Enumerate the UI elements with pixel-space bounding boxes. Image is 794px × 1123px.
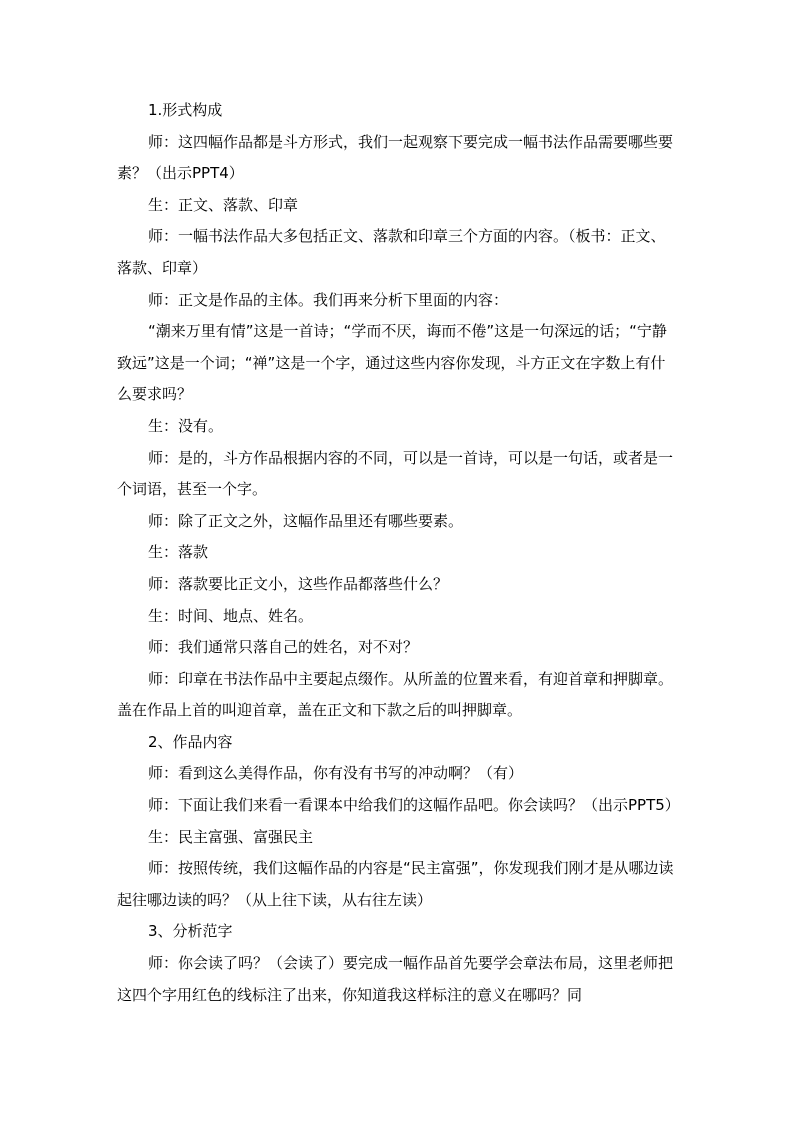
section-heading-analysis: 3、分析范字 [148,922,233,941]
paragraph: 师：你会读了吗？（会读了）要完成一幅作品首先要学会章法布局，这里老师把这四个字用红色的线标注了出来，你知道我这样标注的意义在哪吗？同 [117,954,674,1004]
paragraph: 师：看到这么美得作品，你有没有书写的冲动啊？（有） [148,764,524,783]
paragraph: 师：除了正文之外，这幅作品里还有哪些要素。 [148,511,464,530]
paragraph: “潮来万里有情”这是一首诗；“学而不厌，诲而不倦”这是一句深远的话；“宁静致远”这是一个词；“禅”这是一个字，通过这些内容你发现，斗方正文在字数上有什么要求吗？ [117,322,667,404]
paragraph: 生：落款 [148,543,209,562]
paragraph: 师：落款要比正文小，这些作品都落些什么？ [148,574,449,593]
paragraph: 师：是的，斗方作品根据内容的不同，可以是一首诗，可以是一句话，或者是一个词语，甚至一个字。 [117,448,674,499]
paragraph: 师：这四幅作品都是斗方形式，我们一起观察下要完成一幅书法作品需要哪些要素？（出示PPT4） [117,132,674,183]
section-heading-content: 2、作品内容 [148,732,233,751]
paragraph: 师：下面让我们来看一看课本中给我们的这幅作品吧。你会读吗？（出示PPT5） [148,796,680,815]
paragraph: 师：我们通常只落自己的姓名，对不对？ [148,638,419,657]
section-heading-form: 1.形式构成 [148,101,223,119]
document-body [117,95,680,1011]
paragraph: 师：按照传统，我们这幅作品的内容是“民主富强”，你发现我们刚才是从哪边读起往哪边读的吗？（从上往下读，从右往左读） [117,859,674,909]
paragraph: 师：正文是作品的主体。我们再来分析下里面的内容： [148,290,509,309]
paragraph: 师：印章在书法作品中主要起点缀作。从所盖的位置来看，有迎首章和押脚章。盖在作品上首的叫迎首章，盖在正文和下款之后的叫押脚章。 [117,669,674,720]
paragraph: 生：民主富强、富强民主 [148,827,314,846]
paragraph: 生：正文、落款、印章 [148,195,299,214]
paragraph: 师：一幅书法作品大多包括正文、落款和印章三个方面的内容。（板书：正文、落款、印章） [117,227,666,277]
paragraph: 生：没有。 [148,416,224,435]
paragraph: 生：时间、地点、姓名。 [148,606,314,625]
